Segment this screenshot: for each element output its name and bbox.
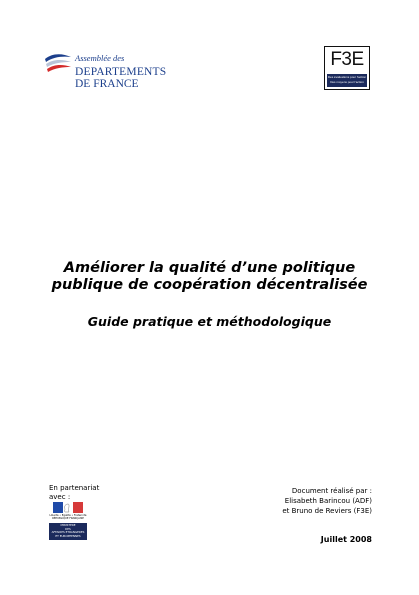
ministry-republic-text <box>49 514 87 520</box>
document-subtitle: Guide pratique et méthodologique <box>87 314 332 329</box>
ministry-republic-line2: RÉPUBLIQUE FRANÇAISE <box>52 517 84 520</box>
title-line2: publique de coopération décentralisée <box>51 277 368 293</box>
ministry-line3: AFFAIRES ÉTRANGÈRES <box>51 531 85 534</box>
ministry-republic-line1: Liberté • Égalité • Fraternité <box>49 514 87 517</box>
marianne-icon <box>62 503 72 513</box>
f3e-logo <box>324 46 370 90</box>
f3e-tagline2: Des moyens pour l'action <box>330 80 364 84</box>
ministry-name-box <box>49 523 87 540</box>
partnership-line1: En partenariat <box>49 484 100 492</box>
ministry-logo <box>49 502 87 540</box>
title-line1: Améliorer la qualité d’une politique <box>63 260 356 276</box>
f3e-logo-mark: F3E <box>330 49 364 70</box>
publication-date: Juillet 2008 <box>320 535 372 544</box>
adf-logo-line1: Assemblée des <box>75 53 125 63</box>
credits-line1: Document réalisé par : <box>291 487 372 495</box>
document-credits <box>282 486 372 516</box>
ministry-line2: DES <box>65 527 71 531</box>
document-title <box>0 260 419 294</box>
ministry-line4: ET EUROPÉENNES <box>55 534 81 538</box>
f3e-logo-band <box>327 74 367 87</box>
adf-logo <box>44 48 167 94</box>
ministry-line1: MINISTÈRE <box>60 524 76 527</box>
partnership-line2: avec : <box>49 492 71 501</box>
credits-line3: et Bruno de Reviers (F3E) <box>282 507 372 515</box>
credits-line2: Elisabeth Barincou (ADF) <box>284 497 372 505</box>
adf-logo-line2: DEPARTEMENTS <box>75 66 167 78</box>
flag-swoosh-icon <box>44 51 72 79</box>
f3e-tagline1: Des évaluations pour l'action <box>327 76 367 79</box>
partnership-label <box>49 484 99 501</box>
adf-logo-line3: DE FRANCE <box>75 78 139 90</box>
